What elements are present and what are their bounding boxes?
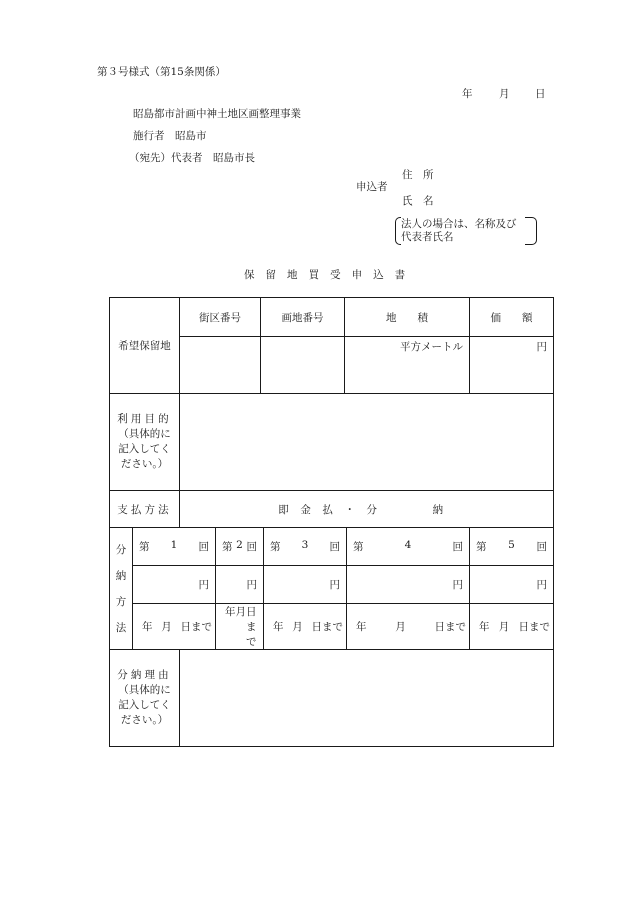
- project-name: 昭島都市計画中神土地区画整理事業: [133, 108, 301, 120]
- installment-5-amount[interactable]: 円: [470, 566, 554, 604]
- applicant-name-label: 氏 名: [402, 195, 434, 207]
- installment-4-amount[interactable]: 円: [347, 566, 470, 604]
- purpose-label: 利用目的: [117, 412, 172, 425]
- purpose-note: （具体的に記入してください。）: [118, 427, 171, 471]
- lot-number-field[interactable]: [261, 337, 345, 394]
- implementer: 施行者 昭島市: [133, 130, 207, 142]
- installment-5-header: 第 5 回: [470, 528, 554, 566]
- price-header: 価 額: [470, 298, 554, 337]
- area-unit: 平方メートル: [400, 341, 464, 353]
- installment-method-label: [110, 528, 133, 650]
- block-number-field[interactable]: [180, 337, 261, 394]
- date-month-label: 月: [499, 88, 510, 100]
- installment-2-amount[interactable]: 円: [216, 566, 264, 604]
- application-form-table: [109, 297, 554, 747]
- payment-method-options[interactable]: 即金払・分 納: [180, 491, 554, 528]
- price-unit: 円: [536, 341, 548, 353]
- lot-number-header: 画地番号: [261, 298, 345, 337]
- installment-3-due[interactable]: 年 月 日まで: [264, 604, 347, 650]
- date-year-label: 年: [462, 88, 473, 100]
- desired-land-label: 希望保留地: [110, 298, 180, 394]
- installment-reason-label: 分納理由: [117, 668, 172, 681]
- purpose-label-cell: [110, 394, 180, 491]
- block-number-header: 街区番号: [180, 298, 261, 337]
- installment-4-due[interactable]: 年 月 日まで: [347, 604, 470, 650]
- note-bracket-right: [525, 217, 537, 245]
- installment-2-due[interactable]: 年 月 日まで: [216, 604, 264, 650]
- document-title: 保留地買受申込書: [244, 269, 417, 281]
- area-header: 地 積: [345, 298, 470, 337]
- corporate-note-line2: 代表者氏名: [401, 231, 454, 243]
- installment-1-amount[interactable]: 円: [133, 566, 216, 604]
- installment-reason-label-cell: [110, 650, 180, 747]
- addressee: （宛先）代表者 昭島市長: [129, 152, 255, 164]
- applicant-label: 申込者: [356, 181, 388, 193]
- installment-method-text: 分納方法: [115, 543, 127, 634]
- installment-reason-note: （具体的に記入してください。）: [118, 683, 171, 727]
- installment-3-header: 第 3 回: [264, 528, 347, 566]
- installment-1-header: 第 1 回: [133, 528, 216, 566]
- installment-reason-field[interactable]: [180, 650, 554, 747]
- corporate-note: [401, 217, 531, 243]
- installment-5-due[interactable]: 年 月 日まで: [470, 604, 554, 650]
- applicant-address-label: 住 所: [402, 169, 434, 181]
- date-day-label: 日: [535, 88, 546, 100]
- purpose-field[interactable]: [180, 394, 554, 491]
- installment-1-due[interactable]: 年 月 日まで: [133, 604, 216, 650]
- payment-method-label: 支払方法: [110, 491, 180, 528]
- corporate-note-line1: 法人の場合は、名称及び: [401, 218, 517, 230]
- price-field[interactable]: [470, 337, 554, 394]
- installment-2-header: 第 2 回: [216, 528, 264, 566]
- area-field[interactable]: [345, 337, 470, 394]
- date-line: [462, 88, 546, 102]
- installment-4-header: 第 4 回: [347, 528, 470, 566]
- form-number: 第３号様式（第15条関係）: [97, 66, 226, 78]
- installment-3-amount[interactable]: 円: [264, 566, 347, 604]
